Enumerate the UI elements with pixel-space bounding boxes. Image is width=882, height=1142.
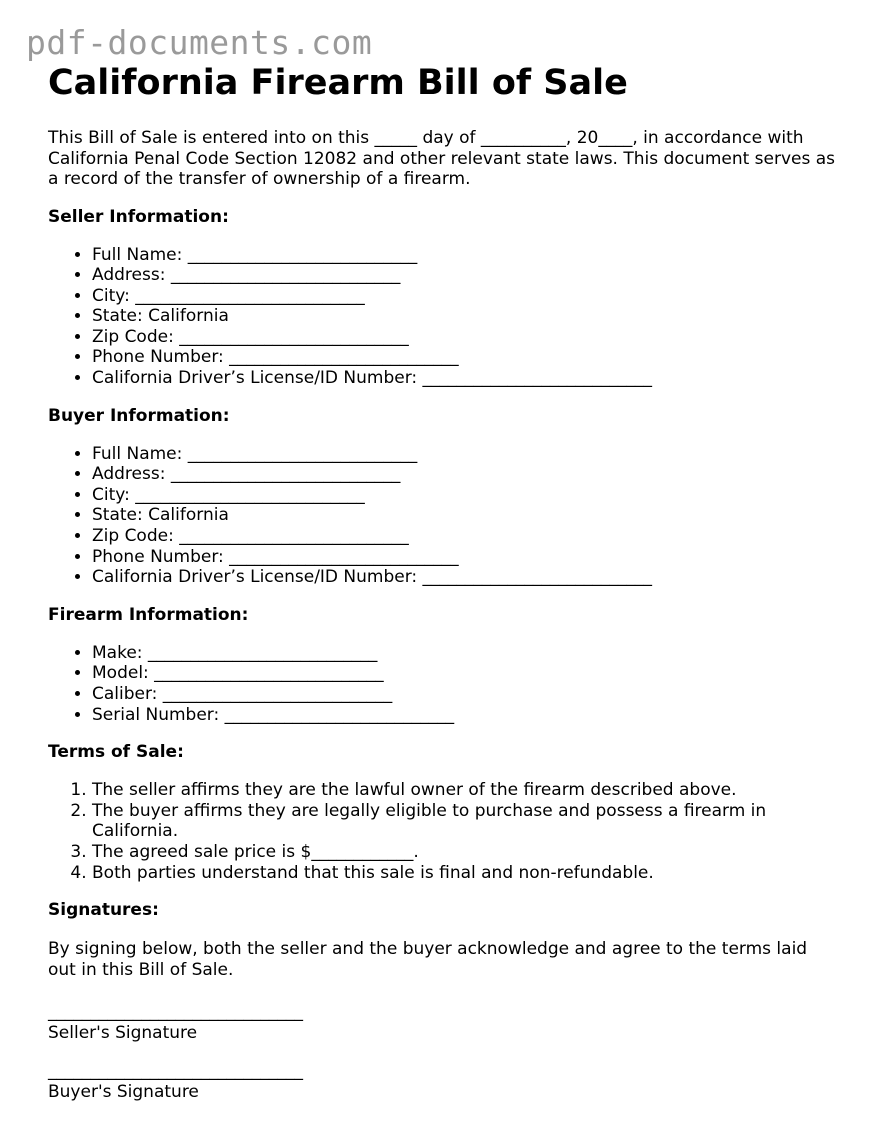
firearm-item-serial: • Serial Number: ___________________________ (92, 705, 838, 726)
seller-signature-line: ______________________________ (48, 1002, 303, 1023)
seller-item-city: • City: ___________________________ (92, 286, 838, 307)
buyer-item-city: • City: ___________________________ (92, 485, 838, 506)
firearm-item-model: • Model: ___________________________ (92, 663, 838, 684)
firearm-item-caliber: • Caliber: ___________________________ (92, 684, 838, 705)
seller-signature-label: Seller's Signature (48, 1022, 198, 1043)
buyer-signature-line: ______________________________ (48, 1061, 303, 1082)
firearm-list (48, 643, 838, 725)
document-page (48, 60, 838, 1102)
terms-heading: Terms of Sale: (48, 742, 184, 763)
seller-heading: Seller Information: (48, 206, 229, 227)
seller-list (48, 245, 838, 389)
signatures-text: By signing below, both the seller and the buyer acknowledge and agree to the terms laid out in this Bill of Sale. (48, 939, 808, 980)
buyer-item-full-name: • Full Name: ___________________________ (92, 444, 838, 465)
seller-item-state: • State: California (92, 306, 838, 327)
seller-signature-block (48, 1002, 838, 1043)
seller-item-zip: • Zip Code: ___________________________ (92, 327, 838, 348)
seller-item-address: • Address: ___________________________ (92, 265, 838, 286)
terms-item-ownership: 1. The seller affirms they are the lawful owner of the firearm described above. (92, 780, 838, 801)
buyer-list (48, 444, 838, 588)
signatures-heading: Signatures: (48, 900, 159, 921)
terms-item-price: 3. The agreed sale price is $____________. (92, 842, 838, 863)
buyer-item-license: • California Driver’s License/ID Number: ___________________________ (92, 567, 838, 588)
buyer-signature-label: Buyer's Signature (48, 1081, 199, 1102)
seller-item-license: • California Driver’s License/ID Number: ___________________________ (92, 368, 838, 389)
terms-item-eligibility: 2. The buyer affirms they are legally eligible to purchase and possess a firearm in California. (92, 801, 838, 842)
buyer-item-address: • Address: ___________________________ (92, 464, 838, 485)
seller-item-full-name: • Full Name: ___________________________ (92, 245, 838, 266)
buyer-signature-block (48, 1061, 838, 1102)
buyer-item-state: • State: California (92, 505, 838, 526)
buyer-item-zip: • Zip Code: ___________________________ (92, 526, 838, 547)
buyer-heading: Buyer Information: (48, 405, 230, 426)
terms-list (48, 780, 838, 883)
seller-item-phone: • Phone Number: ___________________________ (92, 347, 838, 368)
terms-item-final: 4. Both parties understand that this sale is final and non-refundable. (92, 863, 838, 884)
watermark: pdf-documents.com (26, 23, 373, 62)
buyer-item-phone: • Phone Number: ___________________________ (92, 547, 838, 568)
document-title: California Firearm Bill of Sale (48, 63, 628, 103)
firearm-heading: Firearm Information: (48, 604, 249, 625)
firearm-item-make: • Make: ___________________________ (92, 643, 838, 664)
intro-paragraph: This Bill of Sale is entered into on this _____ day of __________, 20____, in accordance with California Penal Code Section 12082 and other relevant state laws. This document serves as a record of the transfer of ownership of a firearm. (48, 128, 836, 189)
